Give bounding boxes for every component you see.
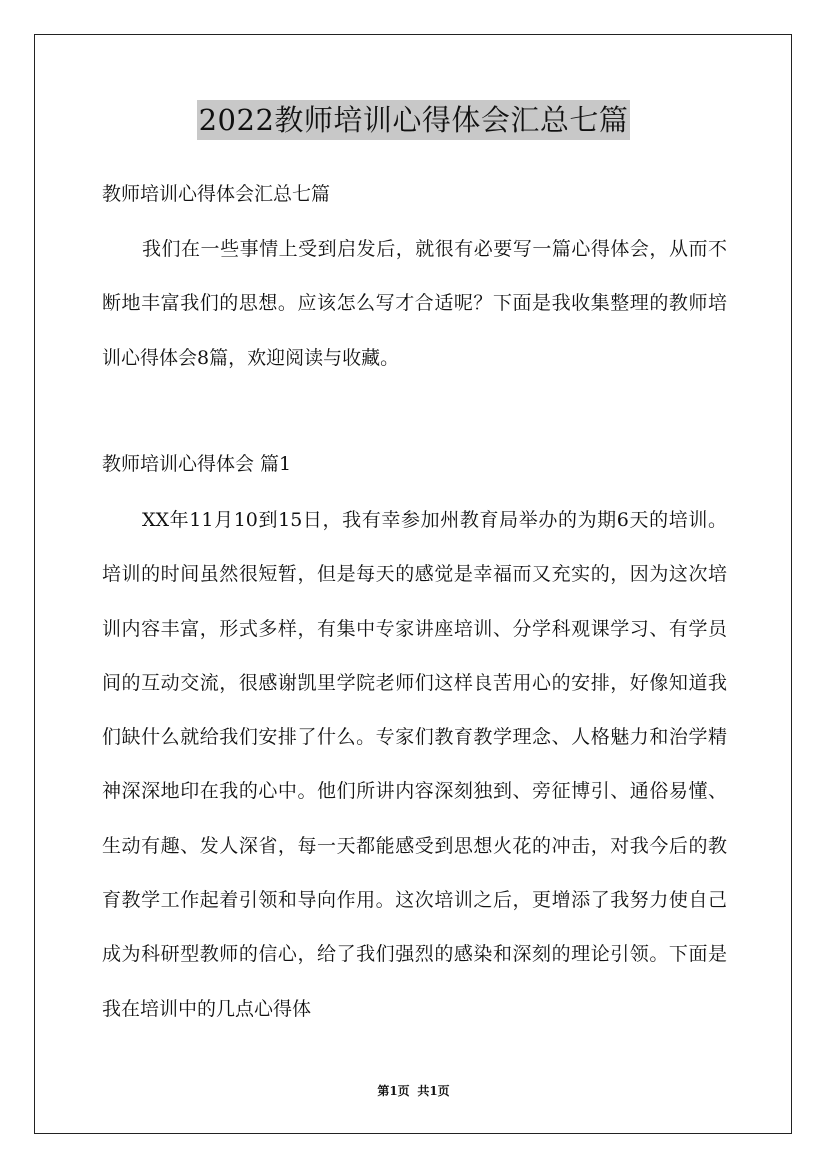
document-title: 2022教师培训心得体会汇总七篇 [197,100,631,140]
document-subtitle: 教师培训心得体会汇总七篇 [102,183,331,205]
page-total: 共1页 [417,1084,450,1098]
page-footer [0,1083,827,1099]
section-heading: 教师培训心得体会 篇1 [102,453,292,475]
page-number: 第1页 [377,1084,410,1098]
title-wrap [0,100,827,140]
intro-paragraph: 我们在一些事情上受到启发后，就很有必要写一篇心得体会，从而不断地丰富我们的思想。应该怎么写才合适呢？下面是我收集整理的教师培训心得体会8篇，欢迎阅读与收藏。 [102,238,727,369]
section-body-paragraph: XX年11月10到15日，我有幸参加州教育局举办的为期6天的培训。培训的时间虽然很短暂，但是每天的感觉是幸福而又充实的，因为这次培训内容丰富，形式多样，有集中专家讲座培训、分学科观课学习、有学员间的互动交流，很感谢凯里学院老师们这样良苦用心的安排，好像知道我们缺什么就给我们安排了什么。专家们教育教学理念、人格魅力和治学精神深深地印在我的心中。他们所讲内容深刻独到、旁征博引、通俗易懂、生动有趣、发人深省，每一天都能感受到思想火花的冲击，对我今后的教育教学工作起着引领和导向作用。这次培训之后，更增添了我努力使自己成为科研型教师的信心，给了我们强烈的感染和深刻的理论引领。下面是我在培训中的几点心得体 [102,509,727,1020]
